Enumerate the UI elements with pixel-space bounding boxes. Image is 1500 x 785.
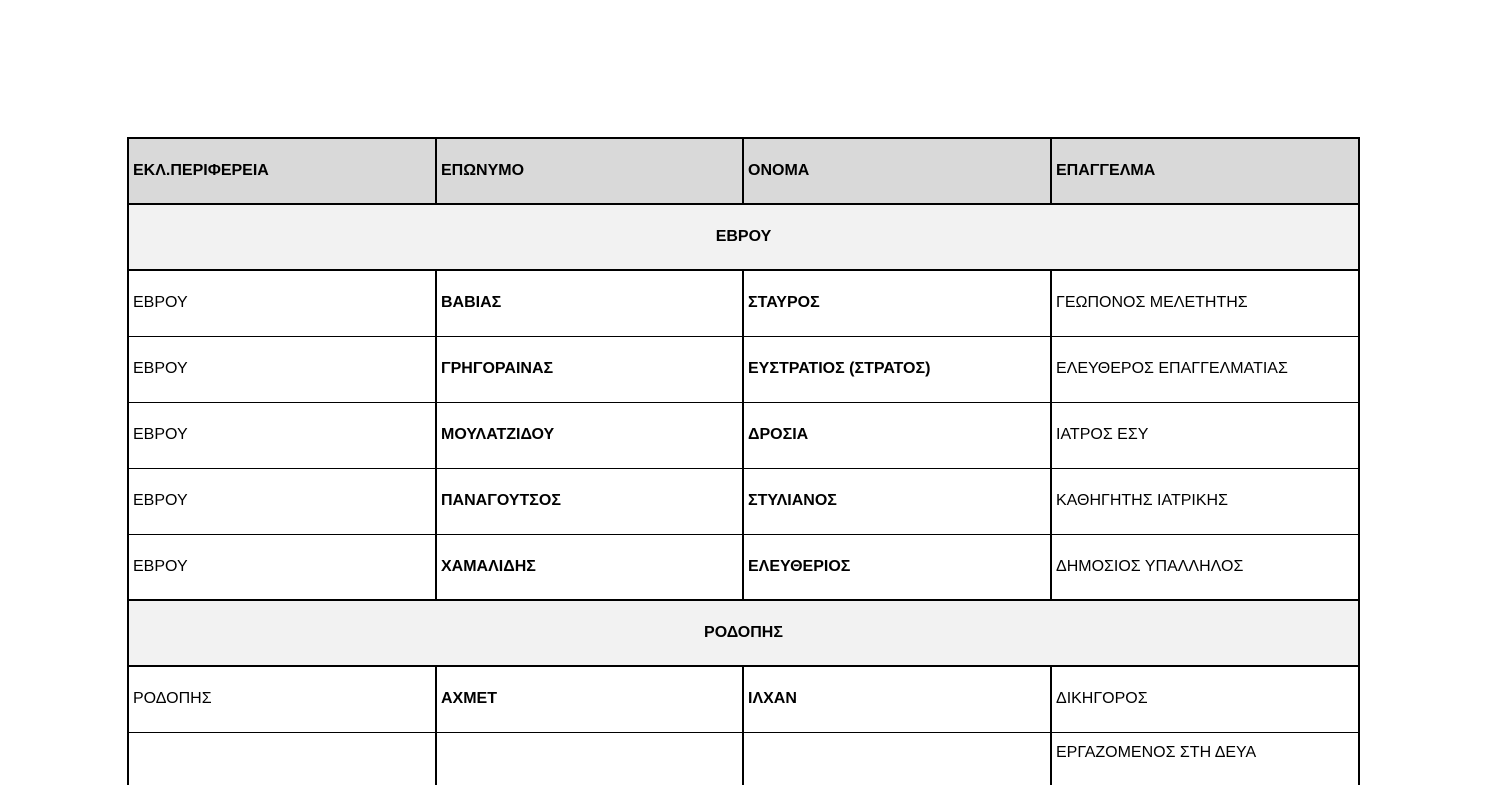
table-row bbox=[128, 666, 1359, 732]
table-row bbox=[128, 402, 1359, 468]
cell-profession: ΓΕΩΠΟΝΟΣ ΜΕΛΕΤΗΤΗΣ bbox=[1051, 270, 1359, 336]
cell-surname bbox=[436, 732, 743, 785]
section-row bbox=[128, 204, 1359, 270]
cell-region: ΕΒΡΟΥ bbox=[128, 270, 436, 336]
table-row bbox=[128, 468, 1359, 534]
cell-profession: ΕΡΓΑΖΟΜΕΝΟΣ ΣΤΗ ΔΕΥΑ bbox=[1051, 732, 1359, 785]
cell-region: ΕΒΡΟΥ bbox=[128, 402, 436, 468]
section-title-evrou: ΕΒΡΟΥ bbox=[128, 204, 1359, 270]
cell-surname: ΑΧΜΕΤ bbox=[436, 666, 743, 732]
cell-profession: ΙΑΤΡΟΣ ΕΣΥ bbox=[1051, 402, 1359, 468]
header-first-name: ΟΝΟΜΑ bbox=[743, 138, 1051, 204]
cell-profession: ΔΗΜΟΣΙΟΣ ΥΠΑΛΛΗΛΟΣ bbox=[1051, 534, 1359, 600]
table-row bbox=[128, 270, 1359, 336]
cell-profession: ΚΑΘΗΓΗΤΗΣ ΙΑΤΡΙΚΗΣ bbox=[1051, 468, 1359, 534]
cell-surname: ΒΑΒΙΑΣ bbox=[436, 270, 743, 336]
header-profession: ΕΠΑΓΓΕΛΜΑ bbox=[1051, 138, 1359, 204]
cell-surname: ΠΑΝΑΓΟΥΤΣΟΣ bbox=[436, 468, 743, 534]
cell-surname: ΓΡΗΓΟΡΑΙΝΑΣ bbox=[436, 336, 743, 402]
cell-first-name: ΔΡΟΣΙΑ bbox=[743, 402, 1051, 468]
cell-region: ΕΒΡΟΥ bbox=[128, 336, 436, 402]
table-row bbox=[128, 336, 1359, 402]
cell-first-name: ΕΥΣΤΡΑΤΙΟΣ (ΣΤΡΑΤΟΣ) bbox=[743, 336, 1051, 402]
section-row bbox=[128, 600, 1359, 666]
section-title-rodopis: ΡΟΔΟΠΗΣ bbox=[128, 600, 1359, 666]
cell-first-name bbox=[743, 732, 1051, 785]
cell-region bbox=[128, 732, 436, 785]
cell-surname: ΧΑΜΑΛΙΔΗΣ bbox=[436, 534, 743, 600]
header-surname: ΕΠΩΝΥΜΟ bbox=[436, 138, 743, 204]
table-row bbox=[128, 732, 1359, 785]
cell-first-name: ΣΤΑΥΡΟΣ bbox=[743, 270, 1051, 336]
cell-region: ΕΒΡΟΥ bbox=[128, 468, 436, 534]
cell-profession: ΔΙΚΗΓΟΡΟΣ bbox=[1051, 666, 1359, 732]
cell-region: ΡΟΔΟΠΗΣ bbox=[128, 666, 436, 732]
table-row bbox=[128, 534, 1359, 600]
cell-profession: ΕΛΕΥΘΕΡΟΣ ΕΠΑΓΓΕΛΜΑΤΙΑΣ bbox=[1051, 336, 1359, 402]
cell-region: ΕΒΡΟΥ bbox=[128, 534, 436, 600]
table-header-row bbox=[128, 138, 1359, 204]
cell-first-name: ΣΤΥΛΙΑΝΟΣ bbox=[743, 468, 1051, 534]
candidates-table bbox=[127, 137, 1360, 785]
cell-first-name: ΙΛΧΑΝ bbox=[743, 666, 1051, 732]
header-region: ΕΚΛ.ΠΕΡΙΦΕΡΕΙΑ bbox=[128, 138, 436, 204]
cell-surname: ΜΟΥΛΑΤΖΙΔΟΥ bbox=[436, 402, 743, 468]
cell-first-name: ΕΛΕΥΘΕΡΙΟΣ bbox=[743, 534, 1051, 600]
